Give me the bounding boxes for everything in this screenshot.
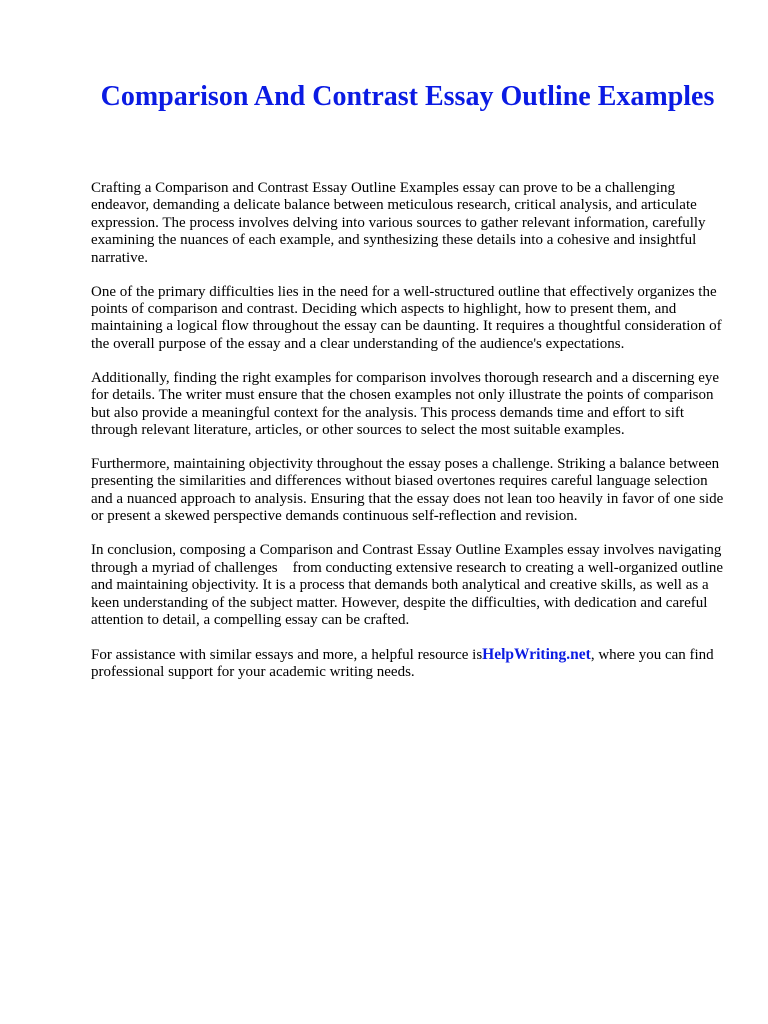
closing-text-before: For assistance with similar essays and more, a helpful resource is	[91, 646, 483, 663]
paragraph-2: One of the primary difficulties lies in the need for a well-structured outline that effectively organizes the points of comparison and contrast. Deciding which aspects to highlight, how to present them, and maintaining a logical flow throughout the essay can be daunting. It requires a thoughtful consideration of the overall purpose of the essay and a clear understanding of the audience's expectations.	[91, 283, 722, 352]
closing-text-after: , where you can find professional support for your academic writing needs.	[91, 646, 714, 681]
paragraph-5: In conclusion, composing a Comparison and Contrast Essay Outline Examples essay involves navigating through a myriad of challenges from conducting extensive research to creating a well-organized outline and maintaining objectivity. It is a process that demands both analytical and creative skills, as well as a keen understanding of the subject matter. However, despite the difficulties, with dedication and careful attention to detail, a compelling essay can be crafted.	[91, 542, 723, 628]
paragraph-4: Furthermore, maintaining objectivity throughout the essay poses a challenge. Striking a balance between presenting the similarities and differences without biased overtones requires careful language selection and a nuanced approach to analysis. Ensuring that the essay does not lean too heavily in favor of one side or present a skewed perspective demands continuous self-reflection and revision.	[91, 456, 724, 525]
essay-body	[91, 180, 725, 698]
paragraph-3: Additionally, finding the right examples for comparison involves thorough research and a discerning eye for details. The writer must ensure that the chosen examples not only illustrate the points of comparison but also provide a meaningful context for the analysis. This process demands time and effort to sift through relevant literature, articles, or other sources to select the most suitable examples.	[91, 369, 720, 439]
helpwriting-link[interactable]: HelpWriting.net	[482, 645, 591, 663]
paragraph-1: Crafting a Comparison and Contrast Essay Outline Examples essay can prove to be a challenging endeavor, demanding a delicate balance between meticulous research, critical analysis, and articulate expression. The process involves delving into various sources to gather relevant information, carefully examining the nuances of each example, and synthesizing these details into a cohesive and insightful narrative.	[91, 180, 706, 266]
page-title: Comparison And Contrast Essay Outline Examples	[100, 81, 715, 112]
closing-paragraph	[91, 646, 725, 682]
